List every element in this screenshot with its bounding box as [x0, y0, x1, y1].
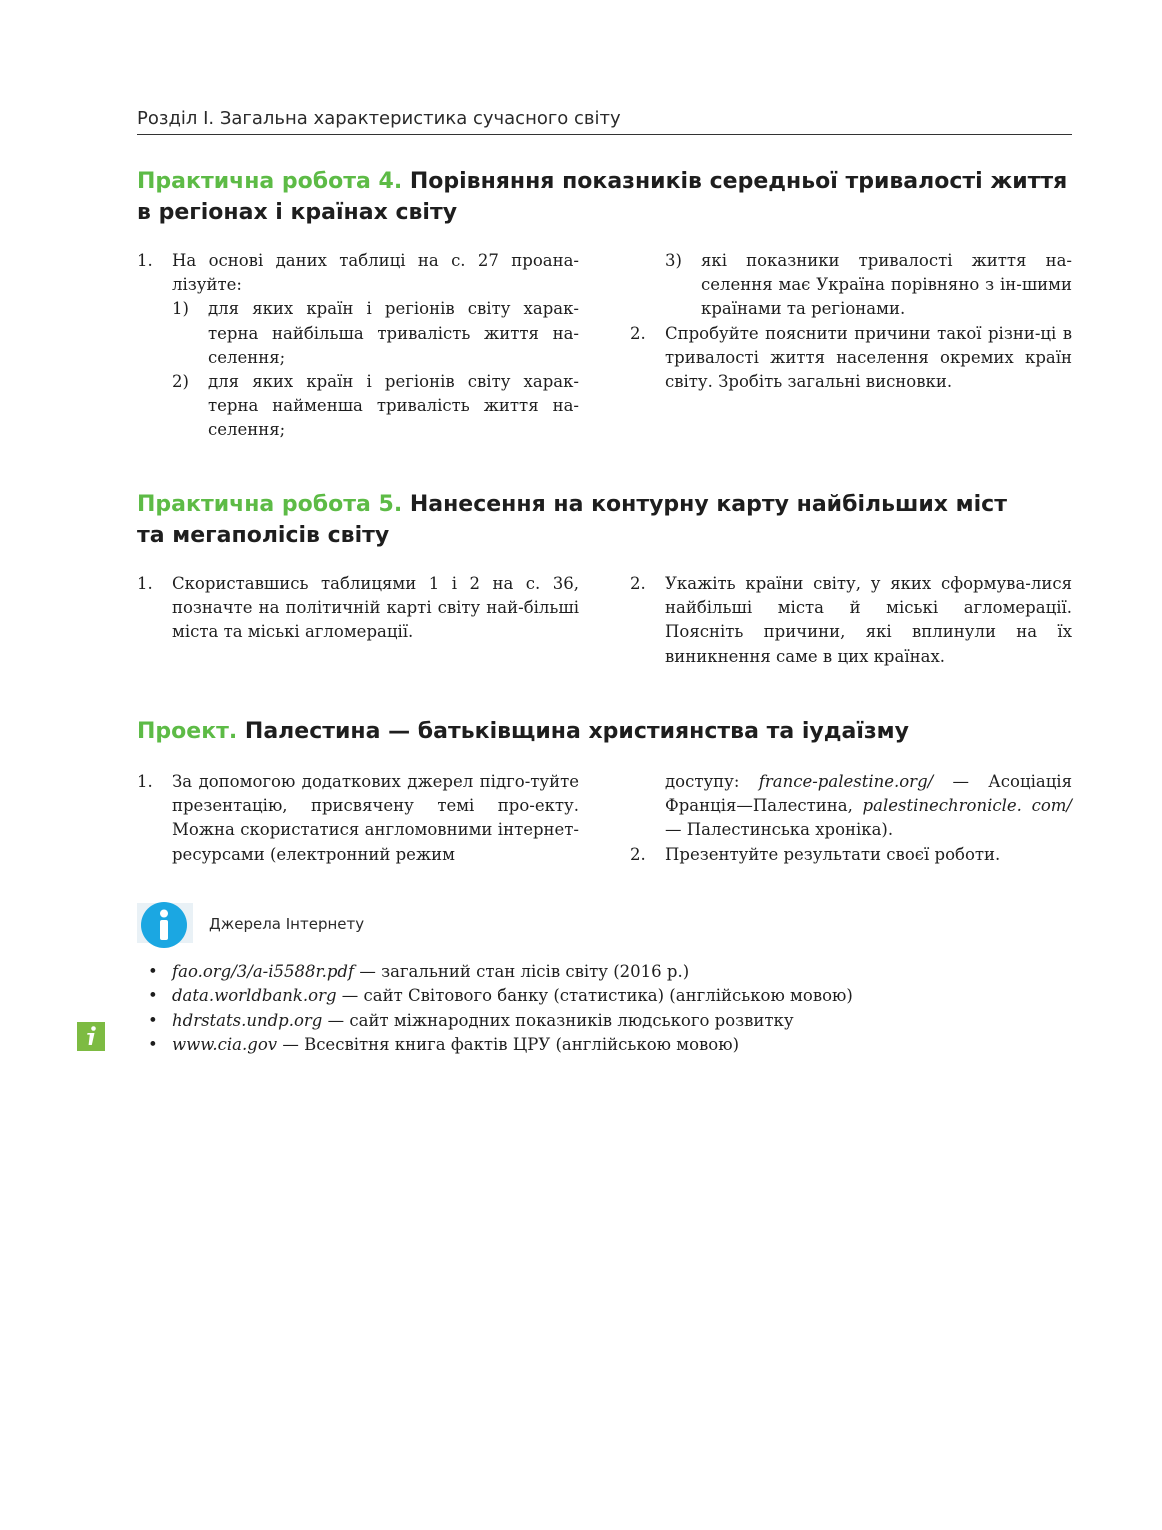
sub-item-number: 2) [172, 372, 189, 392]
continuation-text: — Палестинська хроніка). [665, 820, 894, 840]
sub-item-text: які показники тривалості життя на-селення має Україна порівняно з ін-шими країнами та регіонами. [701, 251, 1072, 319]
header-rule [137, 134, 1072, 135]
item-number: 2. [630, 844, 646, 864]
item-text: За допомогою додаткових джерел підго-туйте презентацію, присвячену темі про-екту. Можна скористатися англомовними інтернет-ресурсами (електронний режим [172, 772, 579, 864]
bullet-icon: • [148, 962, 158, 981]
italic-i-icon [77, 1022, 105, 1051]
link-cia[interactable]: www.cia.gov [172, 1034, 278, 1054]
pr4-right-column [630, 249, 1072, 394]
sources-label: Джерела Інтернету [209, 915, 365, 933]
list-item [630, 843, 1072, 867]
item-number: 1. [137, 251, 153, 270]
sub-item [137, 297, 579, 370]
sub-item-number: 3) [665, 251, 682, 270]
item-number: 2. [630, 323, 646, 343]
list-item [148, 1009, 1048, 1033]
pr4-lead: Практична робота 4. [137, 169, 403, 194]
project-title [137, 716, 1072, 747]
pr4-title-line2: в регіонах і країнах світу [137, 200, 458, 225]
sources-list [148, 960, 1048, 1057]
project-title-text: Палестина — батьківщина християнства та іудаїзму [244, 719, 909, 744]
link-hdrstats[interactable]: hdrstats.undp.org [172, 1010, 323, 1030]
project-lead: Проект. [137, 719, 238, 744]
pr5-left-column [137, 572, 579, 645]
item-text: Скориставшись таблицями 1 і 2 на с. 36, позначте на політичній карті світу най-більші міста та міські агломерації. [172, 574, 579, 642]
source-description: — сайт Світового банку (статистика) (англійською мовою) [336, 986, 853, 1006]
list-item [148, 984, 1048, 1008]
item-text: Презентуйте результати своєї роботи. [665, 844, 1001, 864]
item-text: Укажіть країни світу, у яких сформува-лися найбільші міста й міські агломерації. Поясніть причини, які вплинули на їх виникнення саме в цих країнах. [665, 574, 1072, 666]
source-description: — Всесвітня книга фактів ЦРУ (англійською мовою) [277, 1034, 740, 1054]
list-item-continuation [630, 770, 1072, 843]
list-item [137, 572, 579, 645]
item-number: 1. [137, 574, 153, 593]
link-fao[interactable]: fao.org/3/a-i5588r.pdf [172, 962, 355, 981]
running-header: Розділ І. Загальна характеристика сучасного світу [137, 108, 621, 129]
continuation-text: — Асоціація Франція—Палестина, [665, 772, 1072, 816]
list-item [137, 249, 579, 297]
pr5-title-line2: та мегаполісів світу [137, 523, 390, 548]
bullet-icon: • [148, 1010, 158, 1030]
item-text: Спробуйте пояснити причини такої різни-ці в тривалості життя населення окремих країн світу. Зробіть загальні висновки. [665, 323, 1072, 392]
source-description: — загальний стан лісів світу (2016 р.) [354, 962, 690, 981]
source-description: — сайт міжнародних показників людського розвитку [322, 1010, 794, 1030]
pr4-title [137, 166, 1072, 228]
list-item [137, 770, 579, 867]
list-item [630, 572, 1072, 669]
pr5-title-line1: Нанесення на контурну карту найбільших міст [409, 492, 1007, 517]
item-number: 2. [630, 574, 646, 593]
pr5-lead: Практична робота 5. [137, 492, 403, 517]
pr4-title-line1: Порівняння показників середньої тривалості життя [409, 169, 1068, 194]
item-number: 1. [137, 772, 153, 791]
link-worldbank[interactable]: data.worldbank.org [172, 986, 337, 1006]
pr5-title [137, 489, 1072, 551]
list-item [148, 1033, 1048, 1057]
pr4-left-column [137, 249, 579, 443]
list-item [148, 960, 1048, 984]
bullet-icon: • [148, 1034, 158, 1054]
sub-item [137, 370, 579, 443]
item-text: На основі даних таблиці на с. 27 проана-лізуйте: [172, 251, 579, 295]
info-icon [141, 902, 187, 948]
bullet-icon: • [148, 986, 158, 1006]
pr5-right-column [630, 572, 1072, 669]
project-right-column [630, 770, 1072, 867]
link-france-palestine[interactable]: france-palestine.org/ [758, 772, 934, 791]
continuation-text: доступу: [665, 772, 759, 791]
sub-item-number: 1) [172, 299, 189, 319]
link-palestinechronicle[interactable]: palestinechronicle. com/ [862, 796, 1072, 816]
sub-item-text: для яких країн і регіонів світу харак-терна найбільша тривалість життя на-селення; [208, 299, 579, 367]
project-left-column [137, 770, 579, 867]
sub-item [630, 249, 1072, 322]
sub-item-text: для яких країн і регіонів світу харак-терна найменша тривалість життя на-селення; [208, 372, 579, 440]
list-item [630, 322, 1072, 395]
